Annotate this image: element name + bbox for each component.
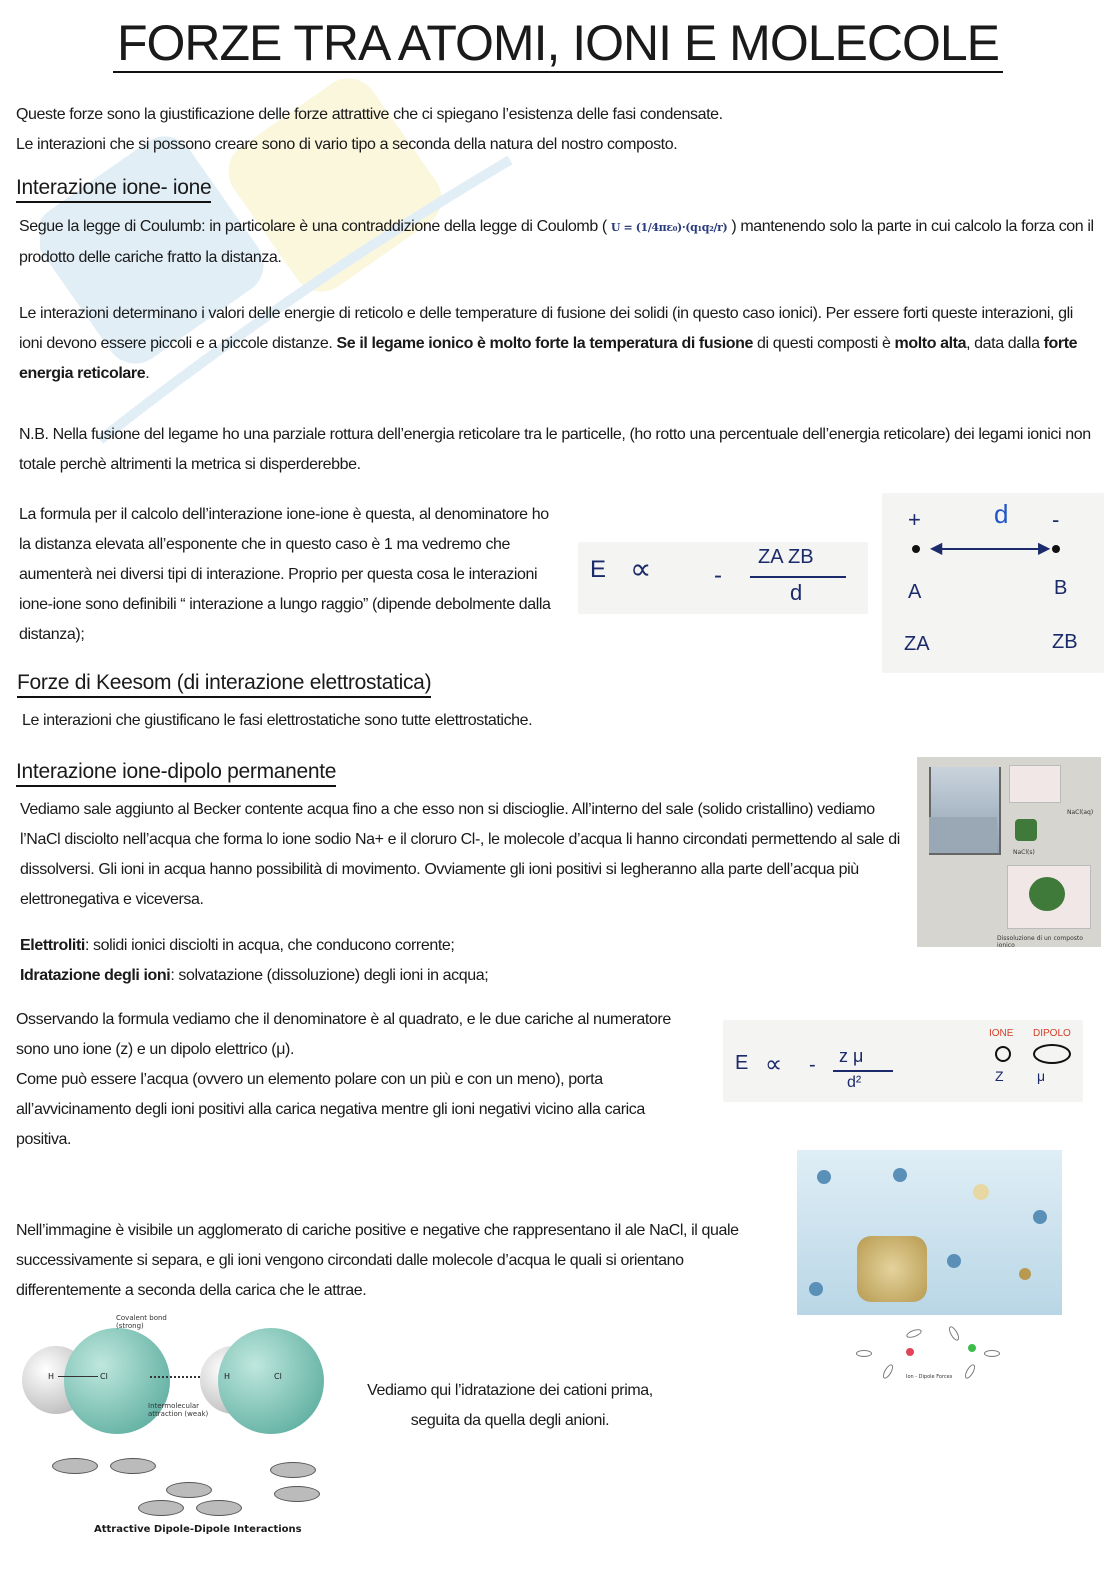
nacl-hydration-image xyxy=(797,1150,1062,1315)
ion-dipole-forces-figure: Ion - Dipole Forces xyxy=(850,1326,1000,1386)
beaker-dissolution-image: NaCl(aq) NaCl(s) Dissoluzione di un composto ionico xyxy=(917,757,1101,947)
hydration-note: Vediamo qui l’idratazione dei cationi prima, seguita da quella degli anioni. xyxy=(367,1382,653,1429)
definition-elettroliti: Elettroliti: solidi ionici disciolti in acqua, che conducono corrente; xyxy=(20,937,455,954)
intro-text xyxy=(16,100,1096,160)
heading-ion-ion: Interazione ione- ione xyxy=(16,175,211,203)
ion-dipole-paragraph-4: Nell’immagine è visibile un agglomerato di cariche positive e negative che rappresentano il ale NaCl, il quale successivamente si separa, e gli ioni vengono circondati dalle molecole d’acqua le quali si orientano differentemente a seconda della carica che le attrae. xyxy=(16,1222,739,1299)
definition-idratazione: Idratazione degli ioni: solvatazione (dissoluzione) degli ioni in acqua; xyxy=(20,967,489,984)
ion-dipole-formula-image: E ∝ - z μ d² IONE DIPOLO Z μ xyxy=(723,1020,1083,1102)
intro-line-2: Le interazioni che si possono creare sono di vario tipo a seconda della natura del nostro composto. xyxy=(16,136,678,153)
heading-keesom: Forze di Keesom (di interazione elettrostatica) xyxy=(17,670,431,698)
ion-dipole-paragraph-1: Vediamo sale aggiunto al Becker contente acqua fino a che esso non si discioglie. All’interno del sale (solido cristallino) vediamo l’NaCl disciolto nell’acqua che forma lo ione sodio Na+ e il cloruro Cl-, le molecole d’acqua li hanno circondati permettendo al sale di dissolversi. Gli ioni in acqua hanno possibilità di movimento. Ovviamente gli ioni positivi si legheranno alla parte dell’acqua più elettronegativa e viceversa. xyxy=(20,801,900,908)
intro-line-1: Queste forze sono la giustificazione delle forze attrattive che ci spiegano l’esistenza delle fasi condensate. xyxy=(16,106,723,123)
ion-ion-note: N.B. Nella fusione del legame ho una parziale rottura dell’energia reticolare tra le particelle, (ho rotto una percentuale dell’energia reticolare) dei legami ionici non totale perchè altrimenti la metrica si disperderebbe. xyxy=(19,426,1091,473)
ion-ion-paragraph-2: Le interazioni determinano i valori delle energie di reticolo e delle temperature di fusione dei solidi (in questo caso ionici). Per essere forti queste interazioni, gli ioni devono essere piccoli e a piccole distanze. Se il legame ionico è molto forte la temperatura di fusione di questi composti è molto alta, data dalla forte energia reticolare. xyxy=(19,305,1078,382)
page-title: FORZE TRA ATOMI, IONI E MOLECOLE xyxy=(0,14,1116,72)
coulomb-formula-inline: U = (1/4πε₀)·(q₁q₂/r) xyxy=(610,221,728,234)
ion-ion-paragraph-1: Segue la legge di Coulumb: in particolare è una contraddizione della legge di Coulomb ( U = (1/4πε₀)·(q₁q₂/r) ) mantenendo solo la parte in cui calcolo la forza con il prodotto delle cariche fratto la distanza. xyxy=(19,218,1094,266)
ion-ion-formula-image: E ∝ - ZA ZB d xyxy=(578,542,868,614)
dipole-dipole-figure: H Cl H Cl Covalent bond (strong) Intermolecular attraction (weak) Attractive Dipole-Dipole Interactions xyxy=(18,1314,338,1544)
ion-ion-paragraph-4: La formula per il calcolo dell’interazione ione-ione è questa, al denominatore ho la distanza elevata all’esponente che in questo caso è 1 ma vedremo che aumenterà nei diversi tipi di interazione. Proprio per questa cosa le interazioni ione-ione sono definibili “ interazione a lungo raggio” (dipende debolmente dalla distanza); xyxy=(19,506,551,643)
keesom-paragraph: Le interazioni che giustificano le fasi elettrostatiche sono tutte elettrostatiche. xyxy=(22,712,533,729)
heading-ion-dipole: Interazione ione-dipolo permanente xyxy=(16,759,336,787)
definitions xyxy=(20,931,900,991)
ion-dipole-paragraph-2: Osservando la formula vediamo che il denominatore è al quadrato, e le due cariche al numeratore sono uno ione (z) e un dipolo elettrico (μ). Come può essere l’acqua (ovvero un elemento polare con un più e con un meno), porta all’avvicinamento degli ioni positivi alla carica negativa mentre gli ioni negativi vicino alla carica positiva. xyxy=(16,1011,671,1148)
ion-ion-distance-diagram: + d - ◀ ▶ A B ZA ZB xyxy=(882,493,1104,673)
